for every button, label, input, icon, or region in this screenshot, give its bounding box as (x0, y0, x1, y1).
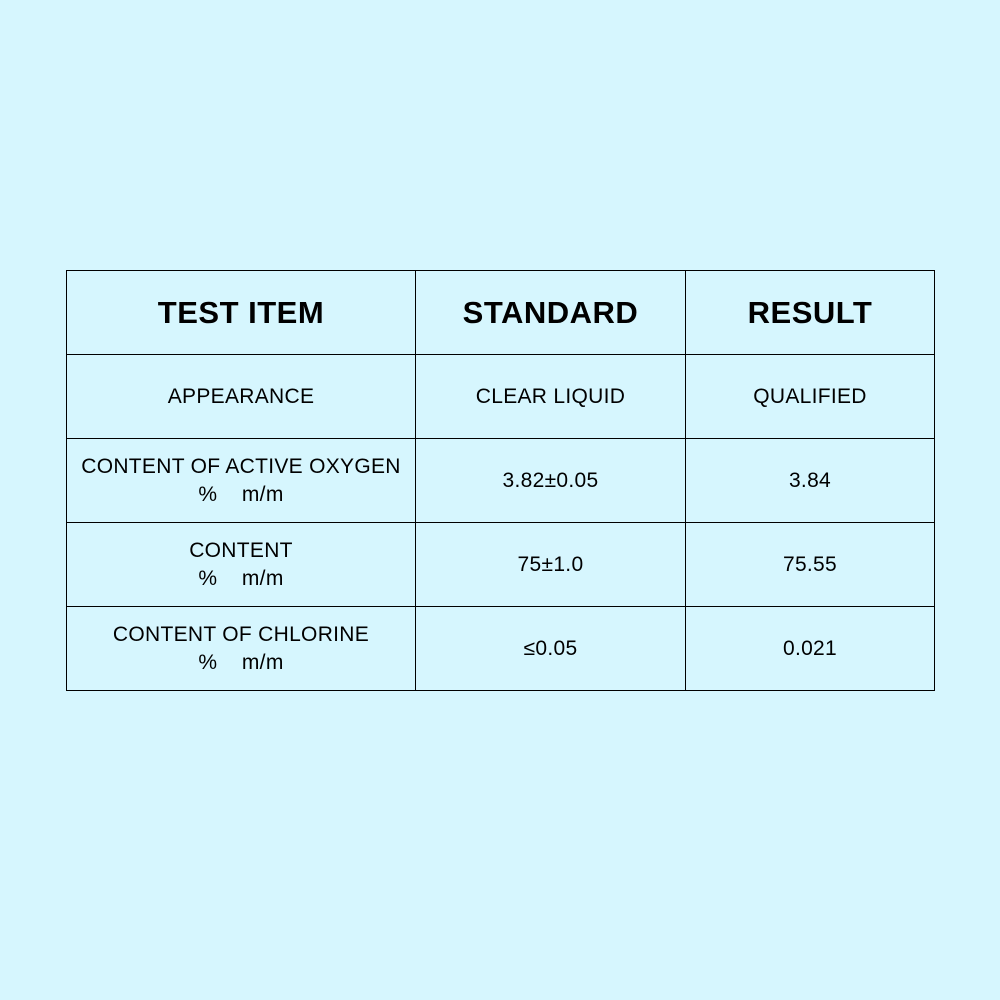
result-cell: 0.021 (686, 607, 935, 691)
standard-cell: 3.82±0.05 (416, 439, 686, 523)
item-unit: % m/m (198, 650, 284, 674)
result-cell: 75.55 (686, 523, 935, 607)
item-cell (67, 523, 416, 607)
item-label: CONTENT OF CHLORINE (112, 622, 370, 646)
item-cell (67, 607, 416, 691)
item-unit: % m/m (198, 482, 284, 506)
item-label: APPEARANCE (167, 384, 315, 408)
item-label: CONTENT (189, 538, 293, 562)
header-standard: STANDARD (416, 271, 686, 355)
result-cell: QUALIFIED (686, 355, 935, 439)
table-header-row (67, 271, 935, 355)
table-row (67, 523, 935, 607)
item-label: CONTENT OF ACTIVE OXYGEN (81, 454, 401, 478)
test-results-table (66, 270, 935, 691)
item-unit: % m/m (198, 566, 284, 590)
item-cell (67, 439, 416, 523)
item-cell (67, 355, 416, 439)
table-row (67, 355, 935, 439)
standard-cell: ≤0.05 (416, 607, 686, 691)
result-cell: 3.84 (686, 439, 935, 523)
table-row (67, 607, 935, 691)
table-row (67, 439, 935, 523)
standard-cell: CLEAR LIQUID (416, 355, 686, 439)
standard-cell: 75±1.0 (416, 523, 686, 607)
header-result: RESULT (686, 271, 935, 355)
header-test-item: TEST ITEM (67, 271, 416, 355)
